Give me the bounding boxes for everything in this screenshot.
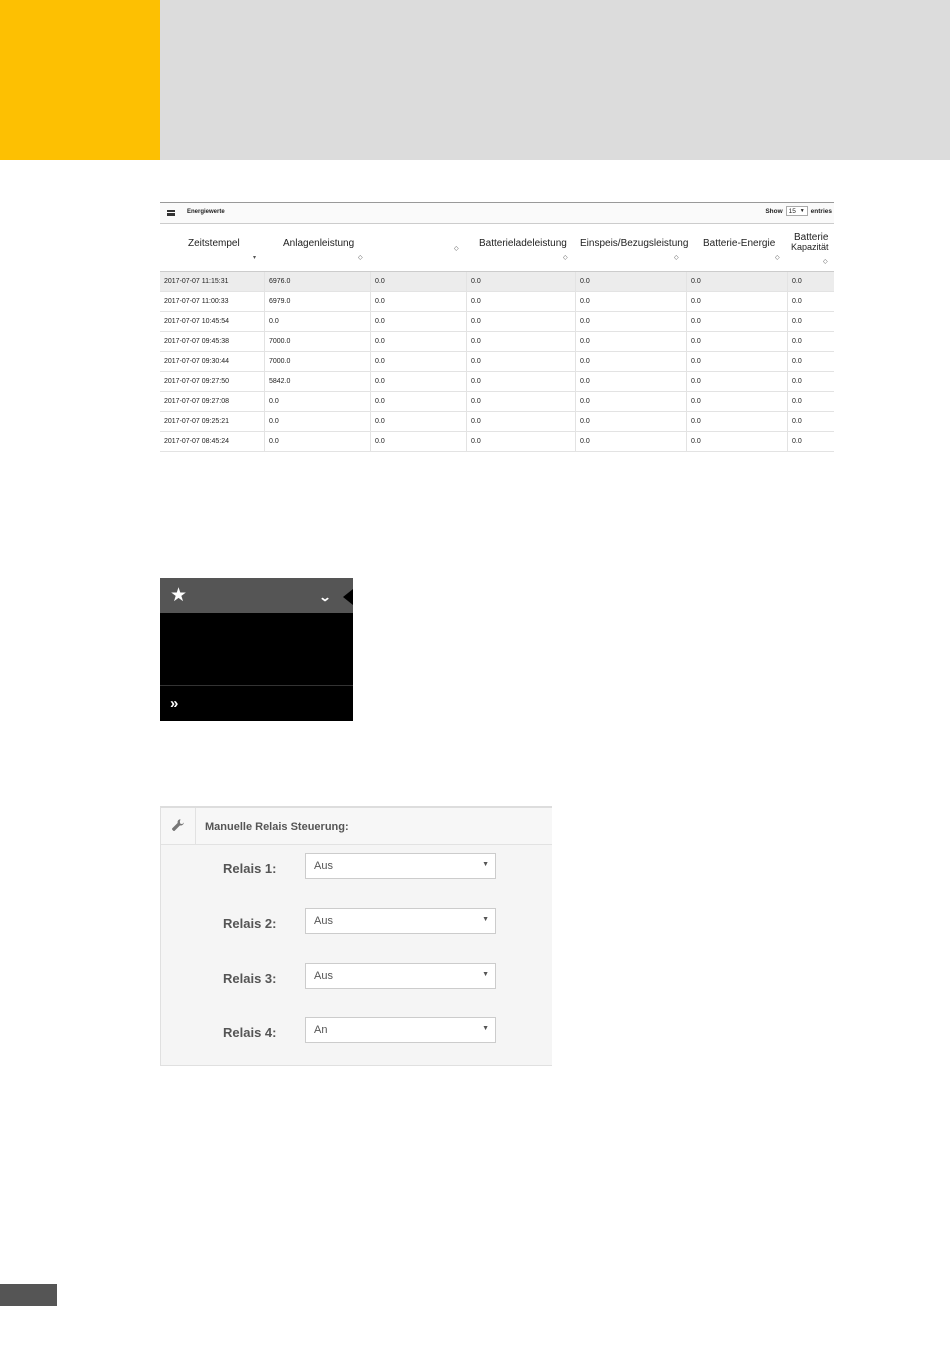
relay-label-2: Relais 2: bbox=[223, 916, 277, 931]
table-cell: 0.0 bbox=[466, 412, 575, 431]
relay-panel-icon-cell bbox=[161, 808, 196, 844]
favorites-widget-footer bbox=[160, 685, 353, 722]
favorites-widget bbox=[160, 578, 353, 721]
relay-2-select[interactable] bbox=[305, 908, 496, 934]
table-cell: 0.0 bbox=[686, 272, 787, 291]
table-row[interactable] bbox=[160, 312, 834, 332]
entries-control bbox=[765, 206, 832, 216]
relay-control-panel bbox=[160, 806, 552, 1066]
sort-icon: ◇ bbox=[454, 246, 459, 252]
table-cell: 0.0 bbox=[466, 372, 575, 391]
table-cell: 0.0 bbox=[370, 412, 466, 431]
chevron-down-icon: ▼ bbox=[799, 208, 805, 214]
relay-panel-title: Manuelle Relais Steuerung: bbox=[205, 821, 349, 833]
table-cell: 0.0 bbox=[575, 272, 686, 291]
table-cell: 0.0 bbox=[575, 372, 686, 391]
table-cell: 0.0 bbox=[370, 312, 466, 331]
table-cell: 0.0 bbox=[787, 352, 834, 371]
table-cell: 7000.0 bbox=[264, 352, 370, 371]
relay-3-select[interactable] bbox=[305, 963, 496, 989]
table-cell: 0.0 bbox=[575, 352, 686, 371]
favorites-widget-header[interactable] bbox=[160, 578, 353, 613]
table-cell: 0.0 bbox=[787, 332, 834, 351]
table-cell: 0.0 bbox=[466, 292, 575, 311]
table-cell: 2017-07-07 09:30:44 bbox=[164, 358, 229, 365]
column-header-batterie-energie[interactable]: Batterie-Energie ◇ bbox=[703, 238, 780, 261]
relay-row-4 bbox=[161, 1017, 551, 1045]
table-cell: 0.0 bbox=[787, 372, 834, 391]
table-cell: 0.0 bbox=[264, 392, 370, 411]
table-cell: 0.0 bbox=[686, 392, 787, 411]
table-cell: 0.0 bbox=[686, 372, 787, 391]
table-cell: 0.0 bbox=[575, 392, 686, 411]
table-cell: 0.0 bbox=[466, 272, 575, 291]
column-header-batterie-kapazitaet[interactable]: Batterie Kapazität ◇ bbox=[791, 232, 829, 265]
table-cell: 0.0 bbox=[787, 392, 834, 411]
energy-panel-toolbar bbox=[160, 203, 834, 224]
sort-icon: ◇ bbox=[823, 259, 828, 265]
column-header-unlabeled[interactable] bbox=[370, 224, 466, 271]
table-row[interactable] bbox=[160, 332, 834, 352]
table-cell: 0.0 bbox=[686, 312, 787, 331]
table-cell: 2017-07-07 09:27:50 bbox=[164, 378, 229, 385]
table-cell: 0.0 bbox=[264, 412, 370, 431]
energy-values-panel bbox=[160, 202, 834, 445]
table-header bbox=[160, 224, 834, 272]
table-cell: 0.0 bbox=[370, 372, 466, 391]
table-cell: 2017-07-07 10:45:54 bbox=[164, 318, 229, 325]
sort-icon: ◇ bbox=[674, 255, 679, 261]
energy-panel-title: Energiewerte bbox=[187, 209, 225, 215]
table-cell: 0.0 bbox=[575, 292, 686, 311]
table-cell: 0.0 bbox=[370, 272, 466, 291]
column-header-zeitstempel[interactable]: Zeitstempel ▾ bbox=[188, 238, 257, 261]
table-cell: 0.0 bbox=[787, 292, 834, 311]
chevron-down-icon: ▼ bbox=[482, 971, 489, 978]
relay-panel-header bbox=[161, 808, 552, 845]
relay-1-select[interactable] bbox=[305, 853, 496, 879]
table-cell: 0.0 bbox=[686, 412, 787, 431]
table-row[interactable] bbox=[160, 372, 834, 392]
column-header-batterieladeleistung[interactable]: Batterieladeleistung ◇ bbox=[479, 238, 568, 261]
table-cell: 0.0 bbox=[787, 432, 834, 451]
chevron-down-icon: ▼ bbox=[482, 861, 489, 868]
relay-select-value: Aus bbox=[314, 915, 333, 927]
table-cell: 2017-07-07 09:27:08 bbox=[164, 398, 229, 405]
energy-table bbox=[160, 224, 834, 452]
double-chevron-right-icon[interactable]: » bbox=[170, 695, 179, 712]
page-footer-mark bbox=[0, 1284, 57, 1306]
table-cell: 0.0 bbox=[787, 272, 834, 291]
table-cell: 0.0 bbox=[264, 432, 370, 451]
relay-4-select[interactable] bbox=[305, 1017, 496, 1043]
table-cell: 0.0 bbox=[466, 392, 575, 411]
column-header-einspeis-bezugsleistung[interactable]: Einspeis/Bezugsleistung ◇ bbox=[580, 238, 689, 261]
table-cell: 2017-07-07 09:25:21 bbox=[164, 418, 229, 425]
relay-label-4: Relais 4: bbox=[223, 1025, 277, 1040]
table-cell: 0.0 bbox=[787, 312, 834, 331]
table-cell: 0.0 bbox=[575, 312, 686, 331]
table-cell: 0.0 bbox=[264, 312, 370, 331]
chevron-down-icon: ▼ bbox=[482, 1025, 489, 1032]
table-row[interactable] bbox=[160, 392, 834, 412]
table-body bbox=[160, 272, 834, 452]
table-row[interactable] bbox=[160, 412, 834, 432]
table-cell: 0.0 bbox=[466, 312, 575, 331]
table-cell: 0.0 bbox=[575, 412, 686, 431]
sort-icon: ◇ bbox=[775, 255, 780, 261]
table-cell: 2017-07-07 11:00:33 bbox=[164, 298, 229, 305]
star-icon[interactable]: ★ bbox=[170, 585, 188, 606]
wrench-icon bbox=[171, 818, 185, 835]
table-cell: 7000.0 bbox=[264, 332, 370, 351]
table-cell: 0.0 bbox=[686, 292, 787, 311]
sort-icon: ◇ bbox=[563, 255, 568, 261]
sort-desc-icon: ▾ bbox=[253, 255, 257, 261]
relay-row-1 bbox=[161, 853, 551, 881]
panel-notch bbox=[343, 589, 353, 605]
table-cell: 5842.0 bbox=[264, 372, 370, 391]
relay-row-3 bbox=[161, 963, 551, 991]
table-cell: 0.0 bbox=[466, 332, 575, 351]
chevron-down-icon: ▼ bbox=[482, 916, 489, 923]
show-label: Show bbox=[765, 207, 783, 215]
table-cell: 0.0 bbox=[370, 392, 466, 411]
table-cell: 2017-07-07 08:45:24 bbox=[164, 438, 229, 445]
table-cell: 0.0 bbox=[787, 412, 834, 431]
chevron-down-icon[interactable]: ⌄ bbox=[318, 590, 332, 604]
header-band bbox=[160, 0, 950, 160]
table-row[interactable] bbox=[160, 432, 834, 452]
table-cell: 0.0 bbox=[686, 432, 787, 451]
table-row[interactable] bbox=[160, 352, 834, 372]
table-cell: 0.0 bbox=[370, 352, 466, 371]
table-cell: 0.0 bbox=[370, 332, 466, 351]
entries-label: entries bbox=[810, 207, 832, 215]
table-cell: 0.0 bbox=[686, 352, 787, 371]
sort-icon: ◇ bbox=[358, 255, 363, 261]
column-header-anlagenleistung[interactable]: Anlagenleistung ◇ bbox=[283, 238, 363, 261]
relay-select-value: An bbox=[314, 1024, 328, 1036]
table-cell: 6976.0 bbox=[264, 272, 370, 291]
entries-select-value: 15 bbox=[788, 207, 796, 215]
table-cell: 0.0 bbox=[575, 332, 686, 351]
table-cell: 0.0 bbox=[466, 352, 575, 371]
table-cell: 0.0 bbox=[686, 332, 787, 351]
table-cell: 0.0 bbox=[575, 432, 686, 451]
table-cell: 6979.0 bbox=[264, 292, 370, 311]
table-cell: 0.0 bbox=[466, 432, 575, 451]
entries-select[interactable] bbox=[786, 206, 808, 216]
menu-icon[interactable] bbox=[167, 210, 175, 216]
relay-label-3: Relais 3: bbox=[223, 971, 277, 986]
table-cell: 0.0 bbox=[370, 292, 466, 311]
relay-select-value: Aus bbox=[314, 860, 333, 872]
table-row[interactable] bbox=[160, 292, 834, 312]
table-row[interactable] bbox=[160, 272, 834, 292]
relay-select-value: Aus bbox=[314, 970, 333, 982]
table-cell: 2017-07-07 09:45:38 bbox=[164, 338, 229, 345]
relay-row-2 bbox=[161, 908, 551, 936]
table-cell: 2017-07-07 11:15:31 bbox=[164, 278, 229, 285]
header-accent-block bbox=[0, 0, 160, 160]
table-cell: 0.0 bbox=[370, 432, 466, 451]
relay-label-1: Relais 1: bbox=[223, 861, 277, 876]
